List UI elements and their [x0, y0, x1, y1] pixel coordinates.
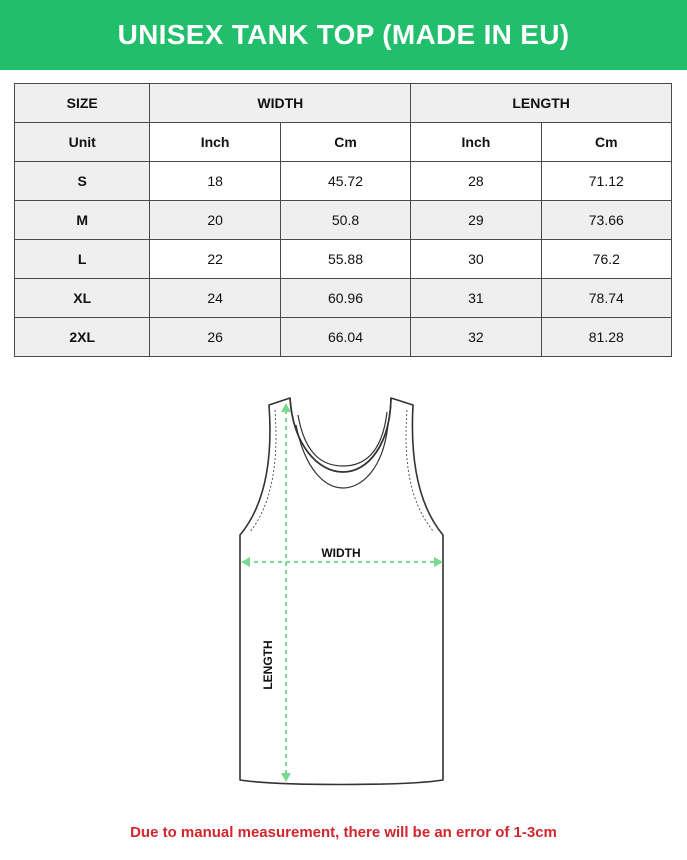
length-inch-cell: 29 [411, 201, 541, 240]
size-cell: L [15, 240, 150, 279]
width-inch-cell: 24 [150, 279, 280, 318]
width-cm-cell: 55.88 [280, 240, 410, 279]
width-cm-cell: 45.72 [280, 162, 410, 201]
length-inch-label: Inch [411, 123, 541, 162]
size-cell: XL [15, 279, 150, 318]
width-cm-cell: 66.04 [280, 318, 410, 357]
length-cm-cell: 73.66 [541, 201, 671, 240]
width-inch-cell: 22 [150, 240, 280, 279]
length-cm-cell: 78.74 [541, 279, 671, 318]
width-cm-label: Cm [280, 123, 410, 162]
width-inch-cell: 20 [150, 201, 280, 240]
size-header: SIZE [15, 84, 150, 123]
width-cm-cell: 50.8 [280, 201, 410, 240]
width-inch-label: Inch [150, 123, 280, 162]
width-inch-cell: 26 [150, 318, 280, 357]
size-cell: 2XL [15, 318, 150, 357]
width-label: WIDTH [321, 546, 361, 560]
length-inch-cell: 32 [411, 318, 541, 357]
width-inch-cell: 18 [150, 162, 280, 201]
width-header: WIDTH [150, 84, 411, 123]
length-label: LENGTH [261, 640, 275, 690]
length-cm-cell: 81.28 [541, 318, 671, 357]
width-cm-cell: 60.96 [280, 279, 410, 318]
length-inch-cell: 30 [411, 240, 541, 279]
unit-label: Unit [15, 123, 150, 162]
length-inch-cell: 28 [411, 162, 541, 201]
length-header: LENGTH [411, 84, 672, 123]
size-cell: S [15, 162, 150, 201]
length-cm-cell: 71.12 [541, 162, 671, 201]
length-cm-cell: 76.2 [541, 240, 671, 279]
page-title: UNISEX TANK TOP (MADE IN EU) [117, 19, 570, 50]
length-inch-cell: 31 [411, 279, 541, 318]
length-cm-label: Cm [541, 123, 671, 162]
size-cell: M [15, 201, 150, 240]
measurement-note: Due to manual measurement, there will be an error of 1-3cm [130, 824, 557, 841]
tank-top-outline [240, 398, 443, 785]
